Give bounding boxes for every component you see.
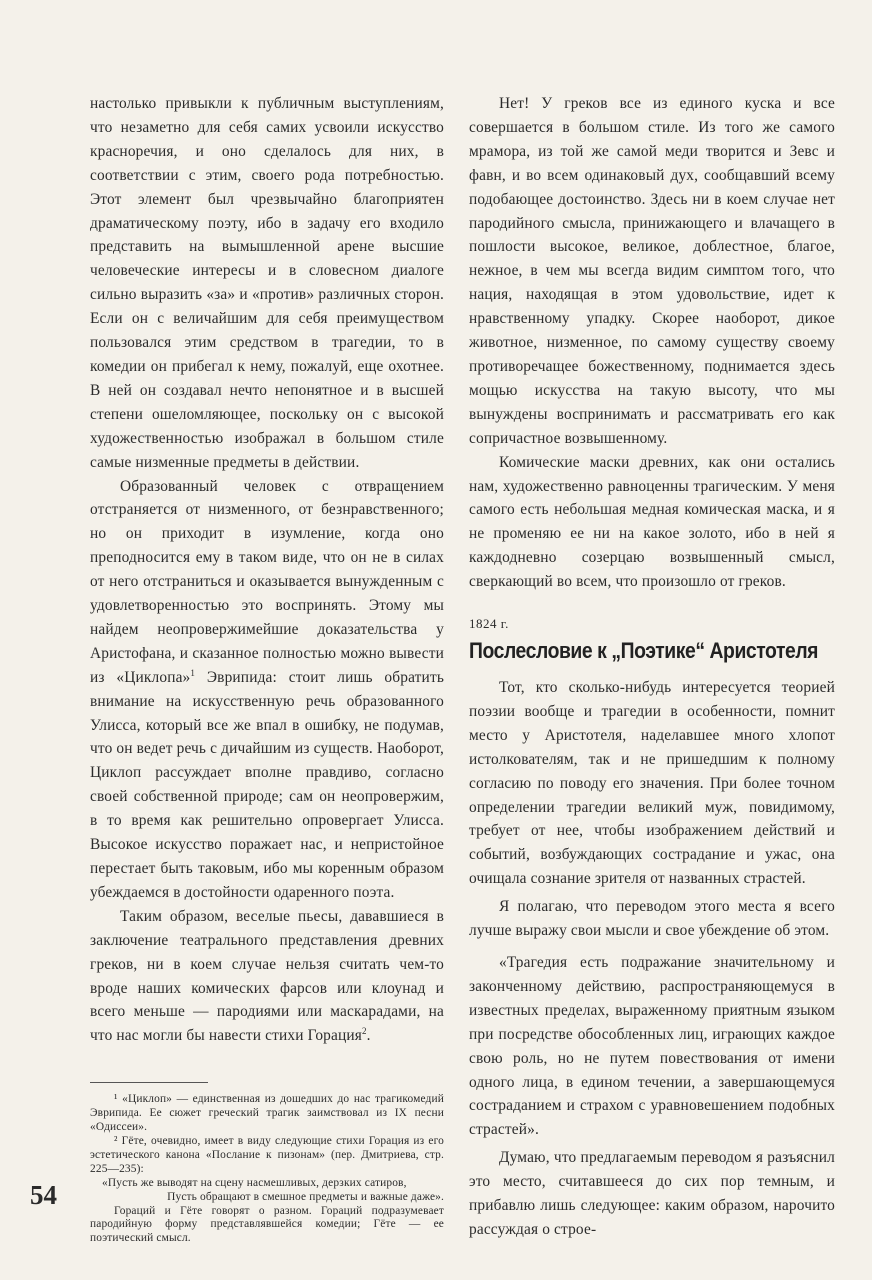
page-number: 54 bbox=[30, 1180, 57, 1210]
footnote-2-end: Гораций и Гёте говорят о разном. Гораций подразумевает пародийную форму представлявшейся комедии; Гёте — ее поэтический смысл. bbox=[90, 1204, 444, 1245]
footnote-mark: 1 bbox=[190, 667, 196, 678]
paragraph bbox=[90, 905, 444, 1048]
footnote-1: ¹ «Циклоп» — единственная из дошедших до нас трагикомедий Эврипида. Ее сюжет греческий трагик заимствовал из IX песни «Одиссеи». bbox=[90, 1093, 444, 1134]
paragraph: Нет! У греков все из единого куска и все совершается в большом стиле. Из того же самого мрамора, из той же самой меди творится и Зевс и фавн, и во всем одинаковый дух, сообщавший всему подобающее достоинство. Здесь ни в коем случае нет пародийного смысла, принижающего и влачащего в пошлости высокое, великое, доблестное, благое, нежное, в чем мы всегда видим симптом того, что нация, находящая в этом удовольствие, идет к нравственному упадку. Скорее наоборот, дикое животное, низменное, по самому существу своему противоречащее божественному, поднимается здесь мощью искусства на такую высоту, что мы вынуждены воспринимать и рассматривать его как сопричастное возвышенному. bbox=[469, 95, 835, 447]
paragraph bbox=[90, 475, 444, 905]
paragraph: Тот, кто сколько-нибудь интересуется теорией поэзии вообще и трагедии в особенности, помнит место у Аристотеля, наделавшее много хлопот истолкователям, так и не пришедшим к полному согласию по поводу его значения. При более точном определении трагедии великий муж, повидимому, требует от нее, чтобы изображением действий и событий, возбуждающих сострадание и ужас, она очищала сознание зрителя от названных страстей. bbox=[469, 679, 835, 888]
paragraph: Думаю, что предлагаемым переводом я разъяснил это место, считавшееся до сих пор темным, и прибавлю лишь следующее: каким образом, нарочито рассуждая о строе- bbox=[469, 1149, 835, 1238]
section-heading: Послесловие к „Поэтике“ Аристотеля bbox=[469, 638, 819, 664]
footnotes bbox=[90, 1093, 444, 1246]
paragraph-text: Эврипида: стоит лишь обратить внимание на искусственную речь образованного Улисса, который все же впал в ошибку, не подумав, что он ведет речь с дичайшим из существ. Наоборот, Циклоп рассуждает вполне правдиво, согласно своей собственной природе; сам он неопровержим, в то время как решительно опровергает Улисса. Высокое искусство поражает нас, и непристойное перестает быть таковым, ибо мы коренным образом убеждаемся в достойности одаренного поэта. bbox=[90, 668, 444, 901]
footnote-2: ² Гёте, очевидно, имеет в виду следующие стихи Горация из его эстетического канона «Послание к пизонам» (пер. Дмитриева, стр. 225—235): bbox=[90, 1134, 444, 1175]
left-column bbox=[90, 92, 444, 1246]
paragraph-text: Таким образом, веселые пьесы, дававшиеся в заключение театрального представления древних греков, ни в коем случае нельзя считать чем-то вроде наших комических фарсов или клоунад и всего меньше — пародиями или маскарадами, на что нас могли бы навести стихи Горация bbox=[90, 907, 444, 1045]
footnote-quote-line: Пусть обращают в смешное предметы и важные даже». bbox=[167, 1190, 444, 1203]
footnote-mark: 2 bbox=[362, 1026, 367, 1037]
paragraph: Я полагаю, что переводом этого места я всего лучше выражу свои мысли и свое убеждение об этом. bbox=[469, 898, 835, 940]
paragraph: «Трагедия есть подражание значительному и законченному действию, распространяющемуся в известных пределах, выраженному приятным языком при посредстве обособленных лиц, играющих каждое свою роль, но не путем повествования от имени одного лица, в едином течении, а завершающемуся состраданием и страхом с уравновешением подобных страстей». bbox=[469, 954, 835, 1139]
year-label: 1824 г. bbox=[469, 616, 509, 632]
paragraph-text: Образованный человек с отвращением отстраняется от низменного, от безнравственного; но он приходит в изумление, когда оно преподносится ему в таком виде, что он не в силах от него отстраниться и оказывается вынужденным с удовлетворенностью это воспринять. Этому мы найдем неопровержимейшие доказательства у Аристофана, и сказанное полностью можно вывести из «Циклопа» bbox=[90, 477, 444, 686]
period: . bbox=[366, 1027, 371, 1045]
footnote-quote-line: «Пусть же выводят на сцену насмешливых, дерзких сатиров, bbox=[102, 1176, 407, 1189]
right-column bbox=[469, 92, 835, 1242]
paragraph: настолько привыкли к публичным выступлениям, что незаметно для себя самих усвоили искусство красноречия, и оно сделалось для них, в соответствии с этим, своего рода потребностью. Этот элемент был чрезвычайно благоприятен драматическому поэту, ибо в задачу его входило представить на вымышленной арене высшие человеческие интересы и в словесном диалоге сильно выразить «за» и «против» различных сторон. Если он с величайшим для себя преимуществом пользовался этим средством в трагедии, то в комедии он прибегал к нему, пожалуй, еще охотнее. В ней он создавал нечто непонятное и в высшей степени ошеломляющее, поскольку он с высокой художественностью изображал в большом стиле самые низменные предметы в действии. bbox=[90, 95, 444, 471]
footnote-rule bbox=[90, 1082, 208, 1083]
paragraph: Комические маски древних, как они остались нам, художественно равноценны трагическим. У меня самого есть небольшая медная комическая маска, и я не променяю ее ни на какое золото, ибо в ней я каждодневно созерцаю возвышенный смысл, сверкающий во всем, что произошло от греков. bbox=[469, 453, 835, 591]
